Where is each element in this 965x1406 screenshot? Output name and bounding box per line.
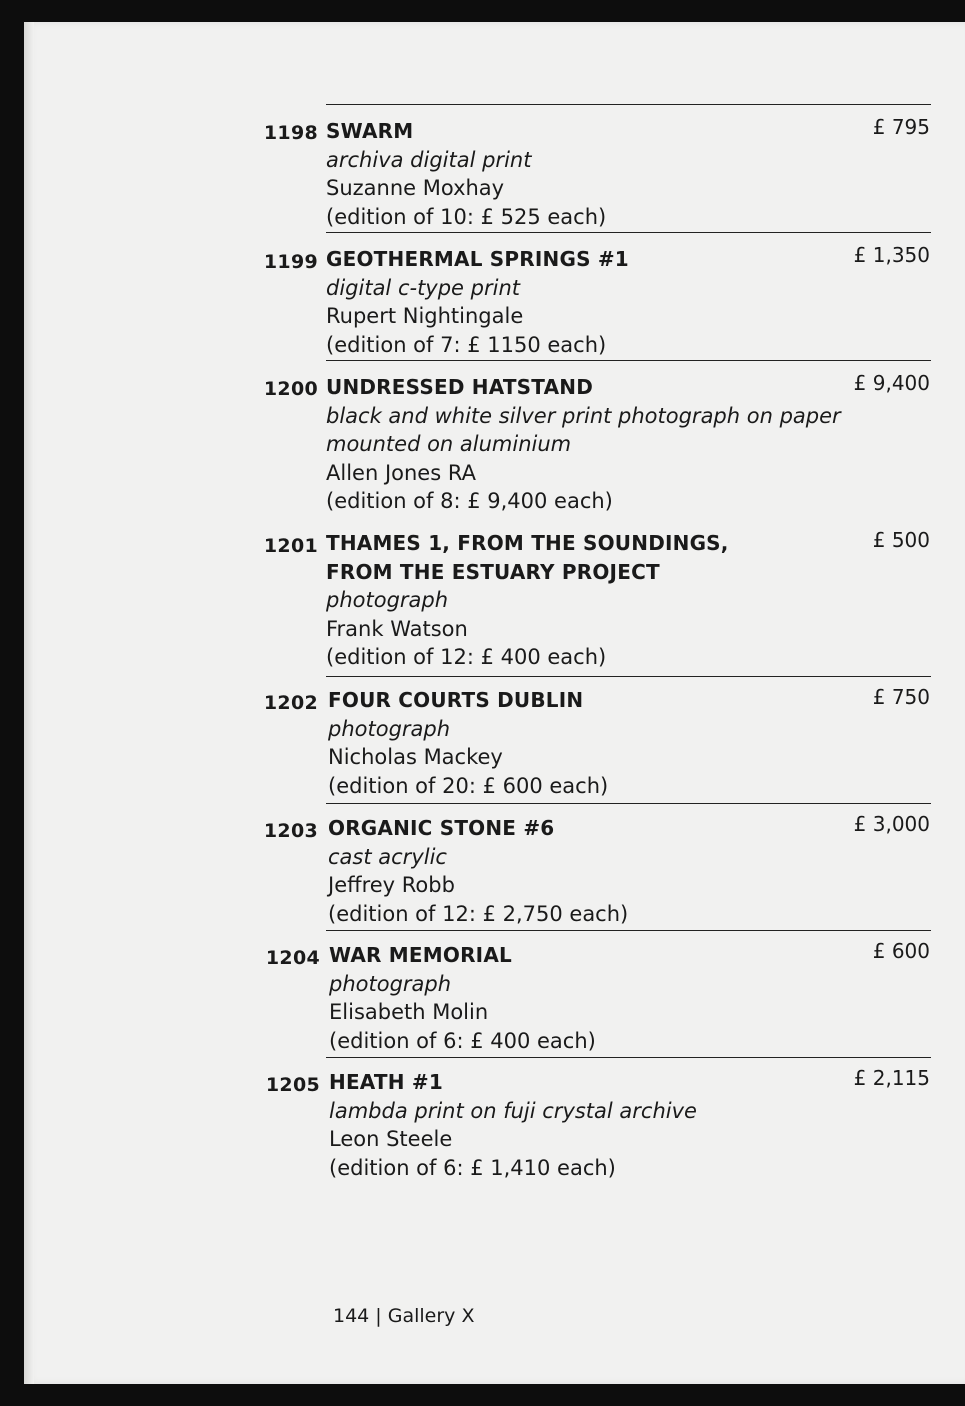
artwork-medium: digital c-type print — [326, 275, 520, 300]
edition-info: (edition of 8: £ 9,400 each) — [326, 489, 613, 513]
artist-name: Allen Jones RA — [326, 460, 476, 485]
entry-divider — [326, 1057, 931, 1058]
artwork-title: UNDRESSED HATSTAND — [326, 375, 593, 399]
price: £ 750 — [872, 685, 930, 709]
entry-divider — [326, 232, 931, 233]
edition-info: (edition of 6: £ 400 each) — [329, 1028, 596, 1053]
entry-divider — [326, 676, 931, 677]
artwork-title: WAR MEMORIAL — [329, 943, 512, 967]
entry-details — [328, 814, 868, 928]
artwork-title: SWARM — [326, 119, 414, 143]
artwork-medium: archiva digital print — [326, 147, 532, 172]
artist-name: Elisabeth Molin — [329, 1000, 489, 1024]
artist-name: Suzanne Moxhay — [326, 176, 505, 200]
artwork-title: GEOTHERMAL SPRINGS #1 — [326, 247, 629, 271]
artwork-medium: photograph — [328, 716, 451, 741]
entry-details — [326, 245, 866, 359]
price: £ 795 — [872, 115, 930, 139]
edition-info: (edition of 7: £ 1150 each) — [326, 332, 607, 357]
artist-name: Frank Watson — [326, 616, 468, 641]
lot-number: 1199 — [263, 251, 318, 273]
artist-name: Leon Steele — [329, 1127, 453, 1151]
entry-details — [326, 117, 866, 231]
lot-number: 1200 — [263, 378, 318, 400]
artwork-title: FOUR COURTS DUBLIN — [328, 688, 584, 712]
edition-info: (edition of 12: £ 400 each) — [326, 645, 607, 669]
lot-number: 1205 — [265, 1074, 320, 1096]
price: £ 500 — [872, 528, 930, 552]
price: £ 1,350 — [853, 243, 930, 267]
artist-name: Nicholas Mackey — [328, 745, 503, 769]
entry-details — [328, 686, 868, 800]
entry-divider — [326, 930, 931, 931]
artwork-medium: cast acrylic — [328, 844, 447, 869]
price: £ 2,115 — [853, 1066, 930, 1090]
artwork-medium: black and white silver print photograph on paper mounted on aluminium — [326, 403, 841, 456]
artist-name: Jeffrey Robb — [328, 873, 455, 897]
edition-info: (edition of 6: £ 1,410 each) — [329, 1155, 616, 1180]
entry-details — [326, 373, 846, 516]
artwork-title: THAMES 1, FROM THE SOUNDINGS, FROM THE ESTUARY PROJECT — [326, 531, 729, 584]
price: £ 9,400 — [853, 371, 930, 395]
artwork-title: ORGANIC STONE #6 — [328, 816, 555, 840]
entry-divider — [326, 104, 931, 105]
artist-name: Rupert Nightingale — [326, 304, 524, 328]
entry-divider — [326, 360, 931, 361]
lot-number: 1203 — [263, 820, 318, 842]
lot-number: 1202 — [263, 692, 318, 714]
price: £ 3,000 — [853, 812, 930, 836]
edition-info: (edition of 12: £ 2,750 each) — [328, 901, 629, 926]
price: £ 600 — [872, 939, 930, 963]
artwork-medium: photograph — [329, 971, 452, 996]
catalogue-page — [24, 22, 965, 1384]
page-footer: 144 | Gallery X — [333, 1305, 475, 1327]
entry-divider — [326, 803, 931, 804]
entry-details — [329, 1068, 869, 1182]
artwork-medium: lambda print on fuji crystal archive — [329, 1098, 697, 1123]
lot-number: 1201 — [263, 535, 318, 557]
edition-info: (edition of 10: £ 525 each) — [326, 204, 607, 229]
lot-number: 1198 — [263, 122, 318, 144]
lot-number: 1204 — [265, 947, 320, 969]
artwork-medium: photograph — [326, 588, 449, 612]
entry-details — [326, 529, 796, 672]
edition-info: (edition of 20: £ 600 each) — [328, 773, 609, 798]
entry-details — [329, 941, 869, 1055]
artwork-title: HEATH #1 — [329, 1070, 443, 1094]
